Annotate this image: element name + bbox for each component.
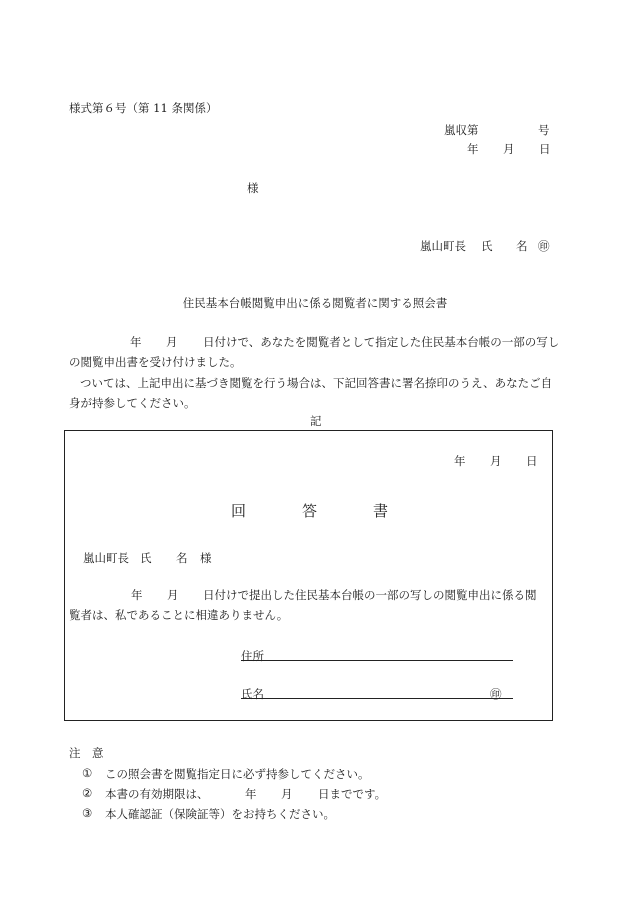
ki-label: 記 — [310, 414, 322, 428]
issuer-name-label-2: 名 — [516, 239, 528, 253]
header-date-year: 年 — [467, 142, 479, 156]
seal-icon: ㊞ — [490, 687, 502, 701]
issuer-title: 嵐山町長 — [420, 239, 466, 253]
address-label: 住所 — [241, 649, 264, 663]
seal-icon: ㊞ — [538, 239, 550, 253]
header-date-day: 日 — [539, 142, 551, 156]
note-2-month: 月 — [281, 787, 293, 801]
p1-month: 月 — [166, 335, 178, 349]
address-field[interactable] — [241, 660, 513, 661]
answer-title-3: 書 — [373, 502, 390, 520]
answer-to-name-1: 氏 — [140, 551, 152, 565]
note-1-text: この照会書を閲覧指定日に必ず持参してください。 — [105, 767, 370, 781]
header-date-month: 月 — [503, 142, 515, 156]
name-field[interactable] — [241, 698, 513, 699]
answer-date-year: 年 — [454, 454, 466, 468]
note-1-number: ① — [82, 766, 93, 780]
doc-number-suffix: 号 — [538, 123, 550, 137]
answer-date-month: 月 — [490, 454, 502, 468]
stmt-month: 月 — [167, 588, 179, 602]
answer-to-issuer: 嵐山町長 — [83, 551, 129, 565]
stmt-text-1: 日付けで提出した住民基本台帳の一部の写しの閲覧申出に係る閲 — [203, 588, 537, 602]
doc-number-prefix: 嵐収第 — [444, 123, 479, 137]
note-2-year: 年 — [245, 787, 257, 801]
p2-text-1: ついては、上記申出に基づき閲覧を行う場合は、下記回答書に署名捺印のうえ、あなたご自 — [80, 376, 553, 390]
note-3-text: 本人確認証（保険証等）をお持ちください。 — [105, 807, 335, 821]
note-2-number: ② — [82, 786, 93, 800]
p1-text-1: 日付けで、あなたを閲覧者として指定した住民基本台帳の一部の写し — [203, 335, 560, 349]
answer-date-day: 日 — [526, 454, 538, 468]
note-3-number: ③ — [82, 806, 93, 820]
answer-title-2: 答 — [302, 502, 319, 520]
answer-to-suffix: 様 — [200, 551, 212, 565]
form-label: 様式第６号（第 11 条関係） — [69, 101, 218, 115]
answer-to-name-2: 名 — [176, 551, 188, 565]
notes-heading: 注 意 — [69, 746, 104, 760]
document-title: 住民基本台帳閲覧申出に係る閲覧者に関する照会書 — [182, 296, 448, 310]
answer-form-box — [64, 430, 553, 721]
note-2-text-1: 本書の有効期限は、 — [105, 787, 209, 801]
note-2-text-2: 日までです。 — [318, 787, 387, 801]
stmt-text-2: 覧者は、私であることに相違ありません。 — [69, 608, 289, 622]
p1-year: 年 — [130, 335, 142, 349]
stmt-year: 年 — [131, 588, 143, 602]
p2-text-2: 身が持参してください。 — [69, 396, 196, 410]
addressee-suffix: 様 — [247, 181, 259, 195]
answer-title-1: 回 — [231, 502, 248, 520]
name-label: 氏名 — [241, 687, 264, 701]
issuer-name-label-1: 氏 — [481, 239, 493, 253]
p1-text-2: の閲覧申出書を受け付けました。 — [69, 355, 242, 369]
